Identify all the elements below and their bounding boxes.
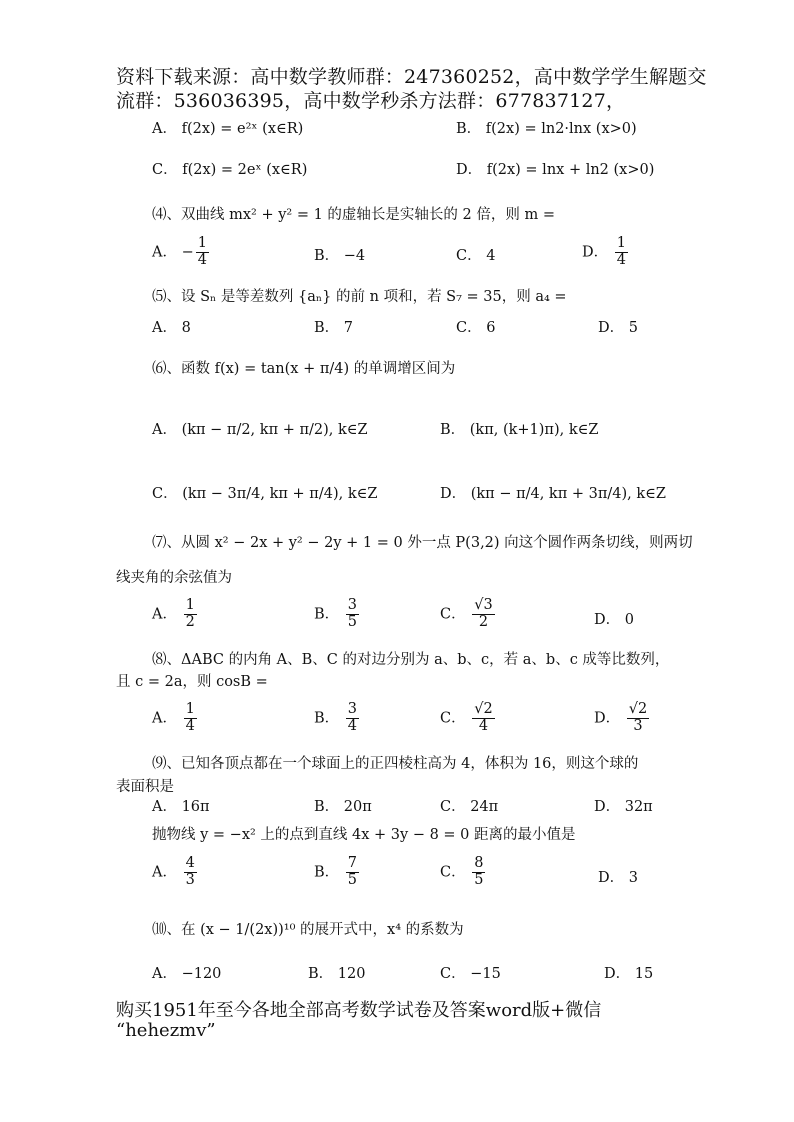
fraction: $\frac{4}{3}$ xyxy=(185,855,195,888)
q6-option-a: A． (kπ − π/2, kπ + π/2), k∈Z xyxy=(152,422,368,438)
q4-option-b: B． −4 xyxy=(314,248,366,264)
q6-option-b: B． (kπ, (k+1)π), k∈Z xyxy=(440,422,599,438)
q9-option-d: D． 32π xyxy=(594,799,653,815)
q8-option-d: D． $\frac{√2}{3}$ xyxy=(594,701,648,734)
fraction: $\frac{√3}{2}$ xyxy=(474,597,493,630)
q7-stem-line-2: 线夹角的余弦值为 xyxy=(116,570,232,586)
header-line-2: 流群：536036395，高中数学秒杀方法群：677837127， xyxy=(116,90,626,112)
parabola-option-c: C． $\frac{8}{5}$ xyxy=(440,855,484,888)
footer-line-2: “hehezmv” xyxy=(116,1020,216,1041)
fraction: $\frac{√2}{4}$ xyxy=(474,701,493,734)
q3-option-d: D． f(2x) = lnx + ln2 (x>0) xyxy=(456,162,655,178)
fraction: $\frac{1}{4}$ xyxy=(197,235,207,268)
q6-stem: ⑹、函数 f(x) = tan(x + π/4) 的单调增区间为 xyxy=(152,361,456,377)
fraction: $\frac{8}{5}$ xyxy=(474,855,484,888)
q6-option-c: C． (kπ − 3π/4, kπ + π/4), k∈Z xyxy=(152,486,378,502)
q8-option-b: B． $\frac{3}{4}$ xyxy=(314,701,357,734)
q7-option-d: D． 0 xyxy=(594,612,634,628)
q10-option-c: C． −15 xyxy=(440,966,501,982)
q9-option-c: C． 24π xyxy=(440,799,499,815)
fraction: $\frac{√2}{3}$ xyxy=(628,701,648,734)
q10-stem: ⑽、在 (x − 1/(2x))¹⁰ 的展开式中，x⁴ 的系数为 xyxy=(152,922,464,938)
q9-option-a: A． 16π xyxy=(152,799,210,815)
q7-option-a: A． $\frac{1}{2}$ xyxy=(152,597,195,630)
fraction: $\frac{3}{5}$ xyxy=(347,597,357,630)
parabola-option-a: A． $\frac{4}{3}$ xyxy=(152,855,195,888)
fraction: $\frac{1}{2}$ xyxy=(185,597,195,630)
minus-sign: − xyxy=(181,244,194,261)
q8-option-a: A． $\frac{1}{4}$ xyxy=(152,701,195,734)
header-line-1: 资料下载来源：高中数学教师群：247360252，高中数学学生解题交 xyxy=(116,66,707,88)
parabola-option-b: B． $\frac{7}{5}$ xyxy=(314,855,357,888)
q10-option-a: A． −120 xyxy=(152,966,222,982)
fraction: $\frac{1}{4}$ xyxy=(616,235,626,268)
q4-option-a xyxy=(152,236,211,269)
q7-stem-line-1: ⑺、从圆 x² − 2x + y² − 2y + 1 = 0 外一点 P(3,2) 向这个圆作两条切线，则两切 xyxy=(152,535,693,551)
fraction: $\frac{3}{4}$ xyxy=(347,701,357,734)
q10-option-d: D． 15 xyxy=(604,966,654,982)
q7-option-b: B． $\frac{3}{5}$ xyxy=(314,597,357,630)
parabola-question-stem: 抛物线 y = −x² 上的点到直线 4x + 3y − 8 = 0 距离的最小值是 xyxy=(152,827,576,843)
q5-stem: ⑸、设 Sₙ 是等差数列 {aₙ} 的前 n 项和，若 S₇ = 35，则 a₄ = xyxy=(152,289,567,305)
q6-option-d: D． (kπ − π/4, kπ + 3π/4), k∈Z xyxy=(440,486,666,502)
q5-option-b: B． 7 xyxy=(314,320,353,336)
fraction: $\frac{1}{4}$ xyxy=(185,701,195,734)
q10-option-b: B． 120 xyxy=(308,966,366,982)
fraction: $\frac{7}{5}$ xyxy=(347,855,357,888)
q8-stem-line-2: 且 c = 2a，则 cosB = xyxy=(116,674,268,690)
option-label: A． xyxy=(152,244,177,261)
q8-option-c: C． $\frac{√2}{4}$ xyxy=(440,701,493,734)
q9-option-b: B． 20π xyxy=(314,799,372,815)
q4-option-d xyxy=(582,236,630,269)
q3-option-a: A． f(2x) = e²ˣ (x∈R) xyxy=(152,121,304,137)
footer-line-1: 购买1951年至今各地全部高考数学试卷及答案word版+微信 xyxy=(116,1000,602,1021)
q5-option-a: A． 8 xyxy=(152,320,191,336)
q5-option-c: C． 6 xyxy=(456,320,496,336)
q9-stem-line-1: ⑼、已知各顶点都在一个球面上的正四棱柱高为 4，体积为 16，则这个球的 xyxy=(152,756,639,772)
q4-stem: ⑷、双曲线 mx² + y² = 1 的虚轴长是实轴长的 2 倍，则 m = xyxy=(152,207,555,223)
q7-option-c: C． $\frac{√3}{2}$ xyxy=(440,597,493,630)
parabola-option-d: D． 3 xyxy=(598,870,638,886)
q8-stem-line-1: ⑻、ΔABC 的内角 A、B、C 的对边分别为 a、b、c，若 a、b、c 成等比数列， xyxy=(152,652,670,668)
option-label: D． xyxy=(582,244,609,261)
q9-stem-line-2: 表面积是 xyxy=(116,779,174,795)
q3-option-b: B． f(2x) = ln2·lnx (x>0) xyxy=(456,121,637,137)
q4-option-c: C． 4 xyxy=(456,248,496,264)
q5-option-d: D． 5 xyxy=(598,320,638,336)
q3-option-c: C． f(2x) = 2eˣ (x∈R) xyxy=(152,162,308,178)
